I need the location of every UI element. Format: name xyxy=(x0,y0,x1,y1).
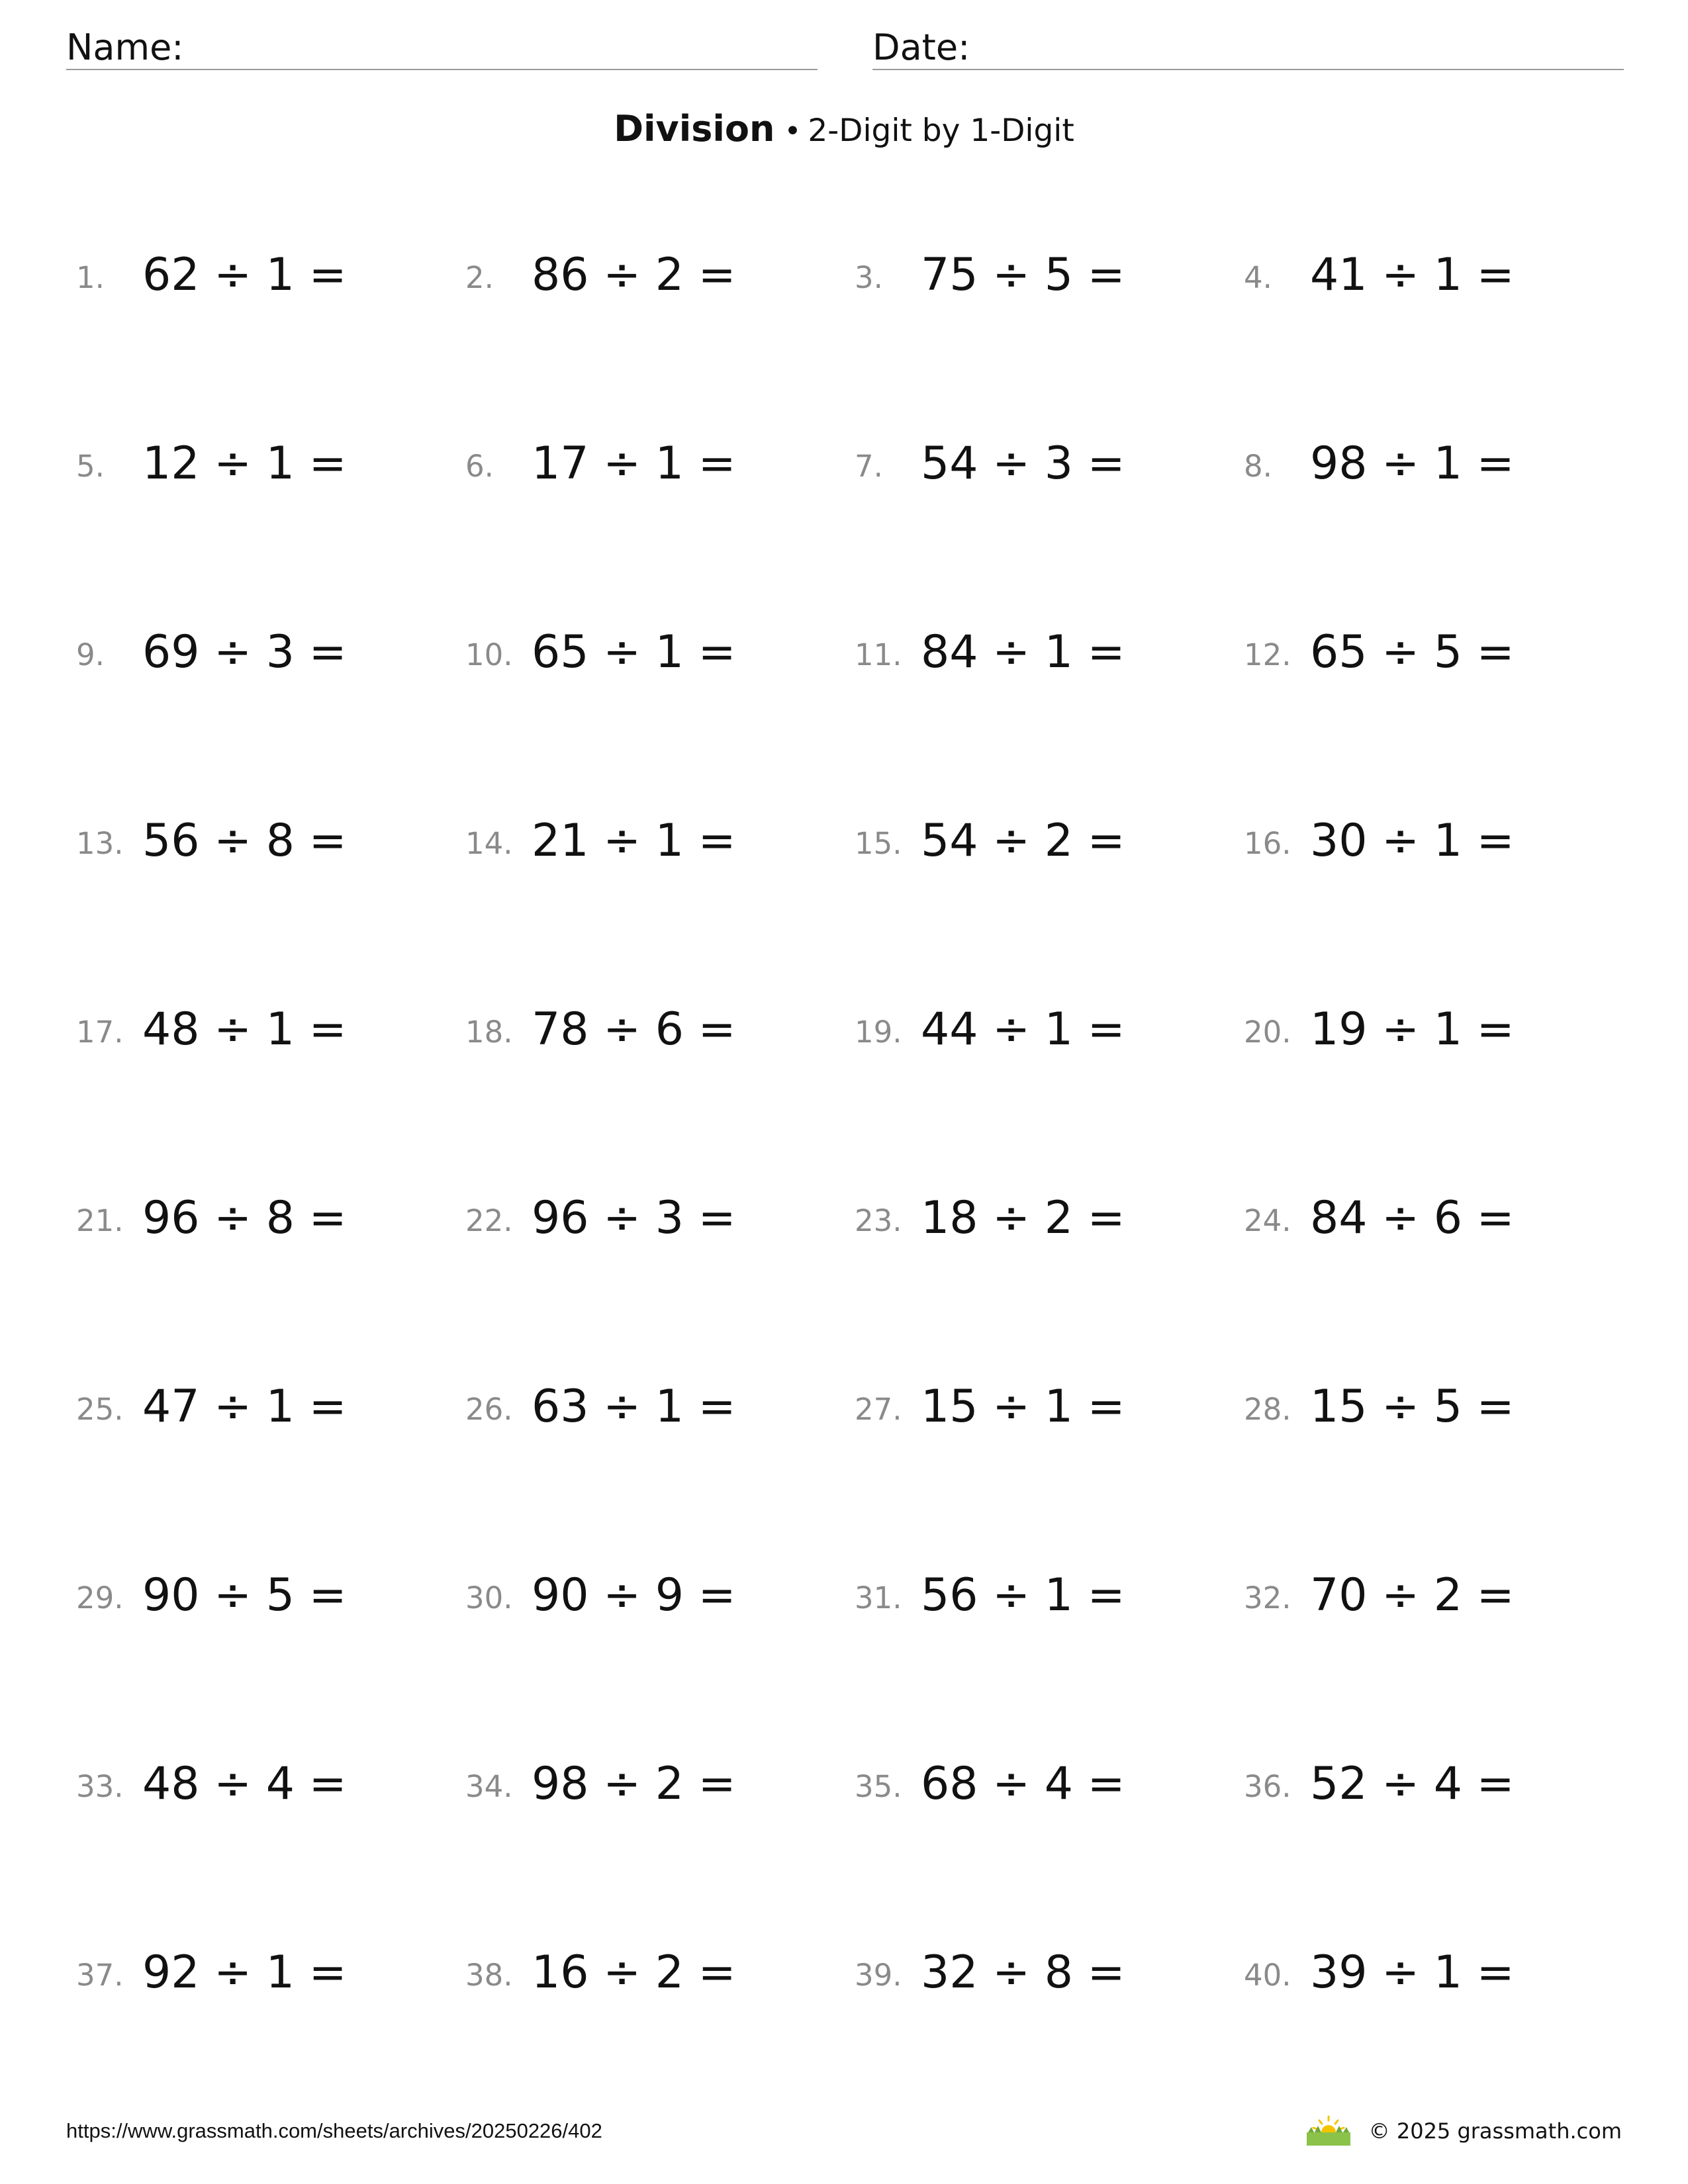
problem-expression: 44 ÷ 1 = xyxy=(921,1003,1125,1056)
problem-grid xyxy=(0,245,1688,2151)
problem-expression: 84 ÷ 1 = xyxy=(921,626,1125,678)
problem-expression: 84 ÷ 6 = xyxy=(1310,1192,1515,1244)
problem-expression: 90 ÷ 9 = xyxy=(532,1569,736,1621)
problem-number: 30. xyxy=(465,1580,513,1615)
date-label: Date: xyxy=(872,26,970,68)
footer-brand xyxy=(1305,2113,1622,2149)
problem-number: 15. xyxy=(855,826,902,861)
problem-expression: 15 ÷ 1 = xyxy=(921,1381,1125,1433)
problem-number: 16. xyxy=(1244,826,1291,861)
name-field[interactable] xyxy=(66,26,818,70)
problem-expression: 18 ÷ 2 = xyxy=(921,1192,1125,1244)
problem-expression: 32 ÷ 8 = xyxy=(921,1946,1125,1999)
problem-number: 11. xyxy=(855,637,902,672)
problem-expression: 39 ÷ 1 = xyxy=(1310,1946,1515,1999)
problem-expression: 68 ÷ 4 = xyxy=(921,1758,1125,1810)
problem-expression: 96 ÷ 3 = xyxy=(532,1192,736,1244)
problem-expression: 90 ÷ 5 = xyxy=(142,1569,347,1621)
problem-number: 7. xyxy=(855,449,883,484)
problem-item xyxy=(76,433,447,500)
problem-expression: 65 ÷ 5 = xyxy=(1310,626,1515,678)
problem-item xyxy=(1244,811,1615,877)
problem-item xyxy=(465,811,836,877)
problem-expression: 69 ÷ 3 = xyxy=(142,626,347,678)
problem-item xyxy=(76,1377,447,1443)
name-label: Name: xyxy=(66,26,184,68)
problem-item xyxy=(855,1188,1225,1254)
problem-expression: 54 ÷ 2 = xyxy=(921,815,1125,867)
problem-number: 25. xyxy=(76,1392,124,1427)
problem-number: 2. xyxy=(465,260,494,295)
problem-expression: 92 ÷ 1 = xyxy=(142,1946,347,1999)
title-main: Division xyxy=(614,108,775,150)
problem-item xyxy=(1244,1377,1615,1443)
problem-expression: 96 ÷ 8 = xyxy=(142,1192,347,1244)
problem-expression: 56 ÷ 1 = xyxy=(921,1569,1125,1621)
problem-number: 34. xyxy=(465,1769,513,1804)
problem-number: 38. xyxy=(465,1958,513,1993)
footer-url: https://www.grassmath.com/sheets/archives/20250226/402 xyxy=(66,2119,602,2142)
problem-number: 21. xyxy=(76,1203,124,1238)
problem-number: 24. xyxy=(1244,1203,1291,1238)
problem-expression: 98 ÷ 1 = xyxy=(1310,437,1515,490)
problem-expression: 19 ÷ 1 = xyxy=(1310,1003,1515,1056)
problem-item xyxy=(855,1942,1225,2009)
problem-item xyxy=(855,1377,1225,1443)
problem-number: 27. xyxy=(855,1392,902,1427)
problem-item xyxy=(465,1754,836,1820)
problem-number: 8. xyxy=(1244,449,1272,484)
problem-item xyxy=(76,622,447,688)
problem-number: 23. xyxy=(855,1203,902,1238)
problem-number: 12. xyxy=(1244,637,1291,672)
problem-number: 36. xyxy=(1244,1769,1291,1804)
problem-number: 1. xyxy=(76,260,105,295)
problem-number: 32. xyxy=(1244,1580,1291,1615)
problem-number: 9. xyxy=(76,637,105,672)
problem-item xyxy=(855,1565,1225,1631)
problem-expression: 78 ÷ 6 = xyxy=(532,1003,736,1056)
problem-expression: 75 ÷ 5 = xyxy=(921,249,1125,301)
problem-expression: 30 ÷ 1 = xyxy=(1310,815,1515,867)
problem-item xyxy=(465,245,836,311)
problem-expression: 41 ÷ 1 = xyxy=(1310,249,1515,301)
problem-expression: 70 ÷ 2 = xyxy=(1310,1569,1515,1621)
problem-item xyxy=(855,245,1225,311)
problem-number: 29. xyxy=(76,1580,124,1615)
problem-expression: 62 ÷ 1 = xyxy=(142,249,347,301)
grass-sun-logo-icon xyxy=(1305,2115,1352,2147)
date-field[interactable] xyxy=(872,26,1624,70)
problem-number: 35. xyxy=(855,1769,902,1804)
problem-item xyxy=(1244,1942,1615,2009)
problem-item xyxy=(76,245,447,311)
problem-number: 3. xyxy=(855,260,883,295)
problem-item xyxy=(465,1565,836,1631)
problem-expression: 16 ÷ 2 = xyxy=(532,1946,736,1999)
problem-item xyxy=(76,811,447,877)
problem-expression: 21 ÷ 1 = xyxy=(532,815,736,867)
problem-item xyxy=(1244,999,1615,1066)
problem-item xyxy=(465,999,836,1066)
problem-item xyxy=(1244,245,1615,311)
problem-number: 40. xyxy=(1244,1958,1291,1993)
problem-item xyxy=(1244,1754,1615,1820)
problem-item xyxy=(76,1188,447,1254)
problem-item xyxy=(465,1942,836,2009)
problem-expression: 54 ÷ 3 = xyxy=(921,437,1125,490)
problem-expression: 15 ÷ 5 = xyxy=(1310,1381,1515,1433)
problem-number: 14. xyxy=(465,826,513,861)
problem-expression: 63 ÷ 1 = xyxy=(532,1381,736,1433)
title-separator: • xyxy=(784,114,802,148)
problem-number: 26. xyxy=(465,1392,513,1427)
problem-number: 13. xyxy=(76,826,124,861)
problem-number: 4. xyxy=(1244,260,1272,295)
problem-expression: 86 ÷ 2 = xyxy=(532,249,736,301)
problem-number: 37. xyxy=(76,1958,124,1993)
problem-item xyxy=(76,1754,447,1820)
problem-item xyxy=(855,622,1225,688)
problem-number: 22. xyxy=(465,1203,513,1238)
problem-item xyxy=(465,1377,836,1443)
title-subtitle: 2-Digit by 1-Digit xyxy=(808,113,1074,149)
problem-expression: 17 ÷ 1 = xyxy=(532,437,736,490)
problem-number: 17. xyxy=(76,1015,124,1050)
problem-item xyxy=(855,811,1225,877)
problem-number: 39. xyxy=(855,1958,902,1993)
problem-expression: 48 ÷ 1 = xyxy=(142,1003,347,1056)
problem-expression: 52 ÷ 4 = xyxy=(1310,1758,1515,1810)
problem-item xyxy=(855,1754,1225,1820)
problem-number: 10. xyxy=(465,637,513,672)
problem-expression: 48 ÷ 4 = xyxy=(142,1758,347,1810)
problem-number: 28. xyxy=(1244,1392,1291,1427)
problem-item xyxy=(855,433,1225,500)
problem-number: 18. xyxy=(465,1015,513,1050)
problem-number: 6. xyxy=(465,449,494,484)
problem-expression: 56 ÷ 8 = xyxy=(142,815,347,867)
problem-number: 5. xyxy=(76,449,105,484)
problem-item xyxy=(1244,1565,1615,1631)
problem-item xyxy=(465,1188,836,1254)
problem-expression: 65 ÷ 1 = xyxy=(532,626,736,678)
problem-expression: 98 ÷ 2 = xyxy=(532,1758,736,1810)
problem-expression: 47 ÷ 1 = xyxy=(142,1381,347,1433)
footer-copyright: © 2025 grassmath.com xyxy=(1368,2118,1622,2144)
problem-number: 33. xyxy=(76,1769,124,1804)
problem-item xyxy=(76,1942,447,2009)
problem-item xyxy=(465,433,836,500)
problem-item xyxy=(1244,433,1615,500)
problem-item xyxy=(1244,622,1615,688)
problem-expression: 12 ÷ 1 = xyxy=(142,437,347,490)
problem-number: 31. xyxy=(855,1580,902,1615)
problem-item xyxy=(855,999,1225,1066)
problem-item xyxy=(1244,1188,1615,1254)
problem-number: 19. xyxy=(855,1015,902,1050)
worksheet-title xyxy=(0,106,1688,161)
problem-item xyxy=(76,999,447,1066)
problem-number: 20. xyxy=(1244,1015,1291,1050)
problem-item xyxy=(76,1565,447,1631)
problem-item xyxy=(465,622,836,688)
